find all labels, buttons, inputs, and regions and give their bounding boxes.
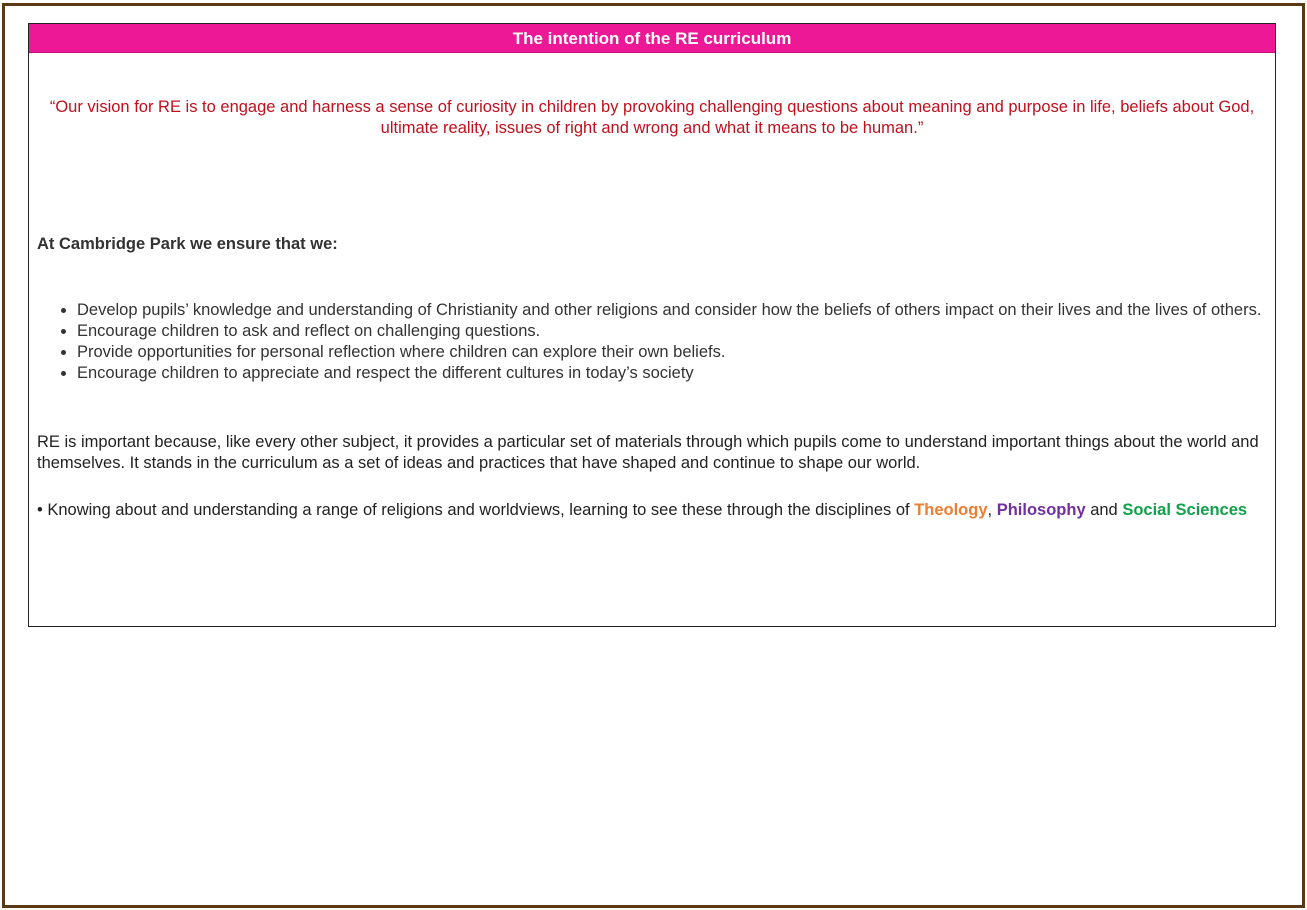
list-item: • Encourage children to ask and reflect on challenging questions. [77,321,1267,342]
ensure-list [37,300,1267,384]
philosophy-label: Philosophy [996,501,1086,519]
theology-label: Theology [914,501,988,519]
list-item: • Encourage children to appreciate and respect the different cultures in today’s society [77,363,1267,384]
disciplines-comma: , [987,501,997,519]
curriculum-panel [28,23,1276,627]
disciplines-and: and [1085,501,1123,519]
social-sciences-label: Social Sciences [1122,501,1248,519]
panel-header-title: The intention of the RE curriculum [29,24,1275,53]
panel-content [29,53,1275,626]
disciplines-paragraph [37,498,1267,522]
ensure-heading: At Cambridge Park we ensure that we: [37,235,338,253]
list-item: • Provide opportunities for personal reflection where children can explore their own beliefs. [77,342,1267,363]
vision-quote: “Our vision for RE is to engage and harness a sense of curiosity in children by provoking challenging questions about meaning and purpose in life, beliefs about God, ultimate reality, issues of right and wrong and what it means to be human.” [49,98,1255,137]
list-item: • Develop pupils’ knowledge and understanding of Christianity and other religions and consider how the beliefs of others impact on their lives and the lives of others. [77,300,1267,321]
disciplines-lead: • Knowing about and understanding a range of religions and worldviews, learning to see these through the disciplines of [37,501,915,519]
page-frame [2,3,1305,908]
importance-paragraph: RE is important because, like every other subject, it provides a particular set of materials through which pupils come to understand important things about the world and themselves. It stands in the curriculum as a set of ideas and practices that have shaped and continue to shape our world. [37,433,1259,472]
